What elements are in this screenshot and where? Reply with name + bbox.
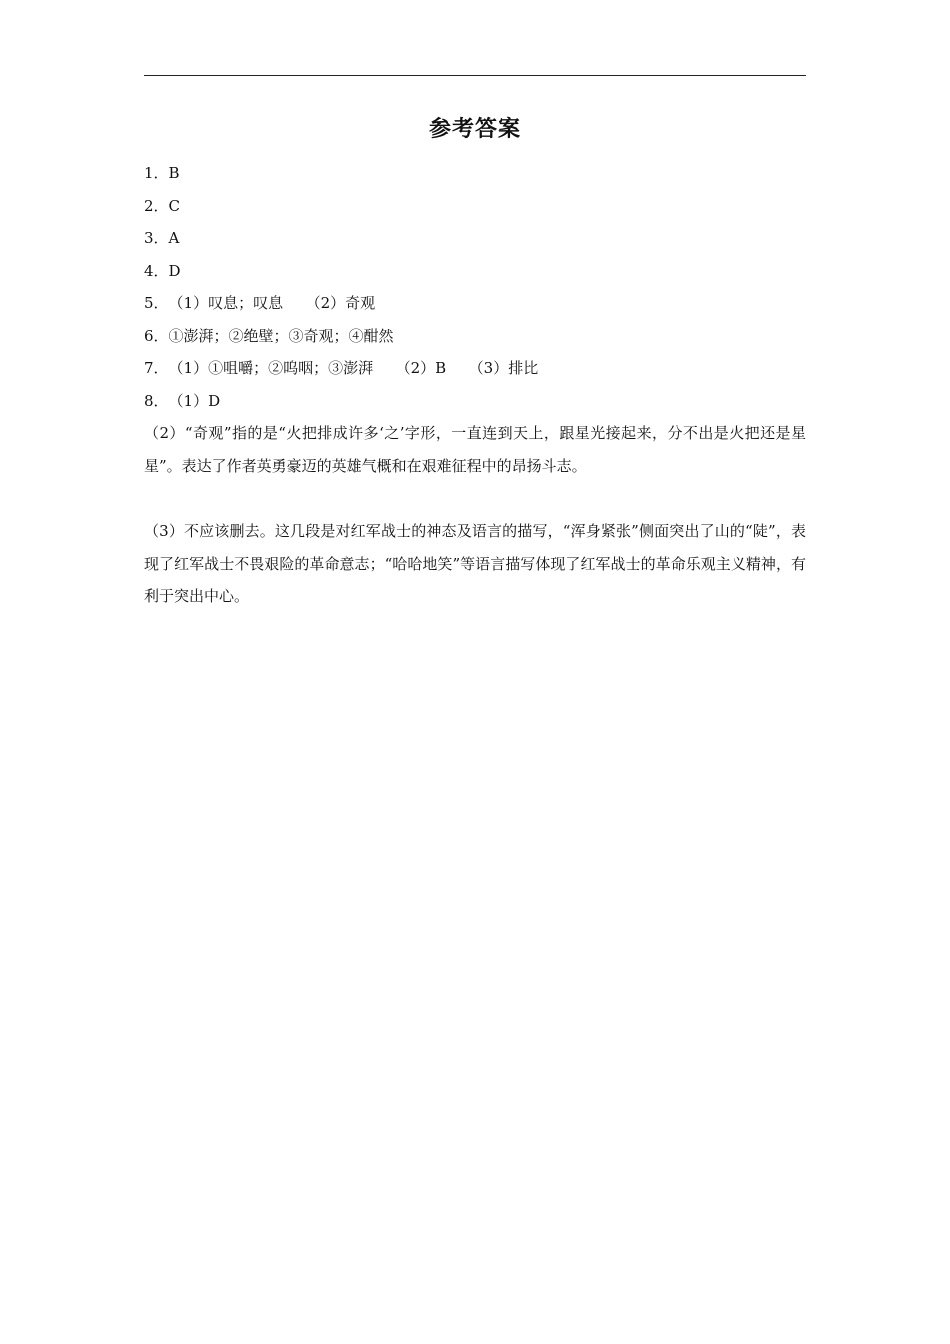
page-title: 参考答案 [428, 117, 521, 142]
answer-item-6 [144, 323, 394, 349]
header-rule [144, 75, 806, 76]
answer-number: 8． [144, 391, 169, 410]
answer-number: 3． [144, 229, 169, 247]
answer-item-3 [144, 225, 179, 251]
answer-item-8 [144, 388, 220, 414]
answer-item-4 [144, 258, 181, 284]
answer-number: 7． [144, 359, 169, 377]
answer-text: （1）①咀嚼；②呜咽；③澎湃 （2）B （3）排比 [168, 359, 539, 377]
answer-text: C [168, 196, 181, 215]
answer-number: 1． [144, 164, 169, 182]
answer-number: 5． [144, 294, 169, 312]
answer-8-part-3: （3）不应该删去。这几段是对红军战士的神态及语言的描写，“浑身紧张”侧面突出了山的“陡”，表现了红军战士不畏艰险的革命意志；“哈哈地笑”等语言描写体现了红军战士的革命乐观主义精神，有利于突出中心。 [144, 522, 806, 605]
answer-text: A [168, 229, 180, 247]
answer-text: B [168, 164, 180, 182]
answer-number: 2． [144, 196, 169, 215]
answer-item-5 [144, 290, 375, 316]
answer-number: 4． [144, 261, 169, 280]
answer-text: （1）叹息；叹息 （2）奇观 [168, 294, 376, 312]
answer-text: （1）D [168, 391, 221, 410]
answer-item-2 [144, 193, 180, 219]
answer-number: 6． [144, 326, 169, 345]
answer-text: ①澎湃；②绝壁；③奇观；④酣然 [168, 326, 394, 345]
answer-8-part-2: （2）“奇观”指的是“火把排成许多‘之’字形，一直连到天上，跟星光接起来，分不出是火把还是星星”。表达了作者英勇豪迈的英雄气概和在艰难征程中的昂扬斗志。 [144, 424, 806, 475]
answer-text: D [168, 261, 181, 280]
answer-item-1 [144, 160, 180, 186]
answer-item-7 [144, 355, 538, 381]
